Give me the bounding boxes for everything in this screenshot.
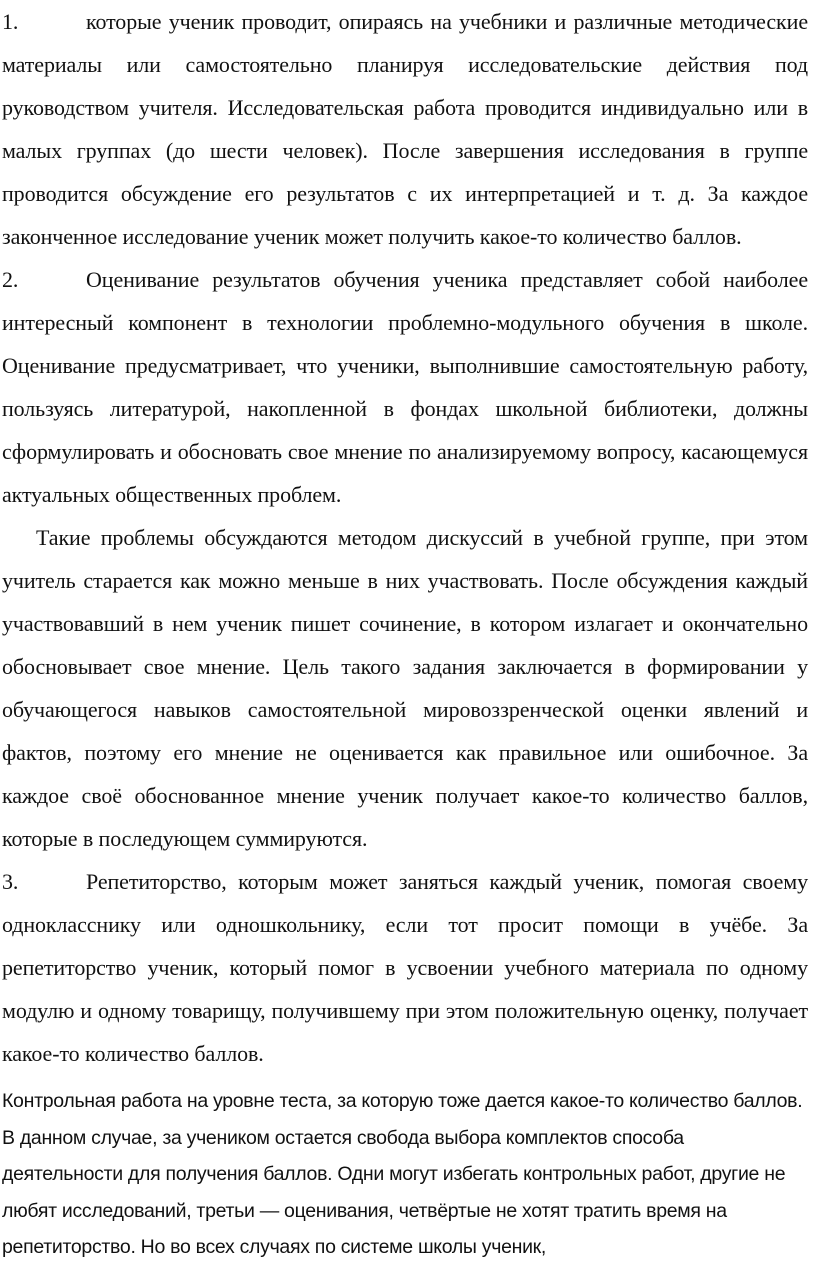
paragraph-final: Контрольная работа на уровне теста, за которую тоже дается какое-то количество баллов. В данном случае, за учеником остается свобода выбора комплектов способа деятельности для получения баллов. Одни могут избегать контрольных работ, другие не любят исследований, третьи — оценивания, четвёртые не хотят тратить время на репетиторство. Но во всех случаях по системе школы ученик,	[2, 1090, 803, 1258]
list-text-1: которые ученик проводит, опираясь на учебники и различные методические материалы или самостоятельно планируя исследовательские действия под руководством учителя. Исследовательская работа проводится индивидуально или в малых группах (до шести человек). После завершения исследования в группе проводится обсуждение его результатов с их интерпретацией и т. д. За каждое законченное исследование ученик может получить какое-то количество баллов.	[2, 9, 808, 249]
list-text-3: Репетиторство, которым может заняться каждый ученик, помогая своему однокласснику или одношкольнику, если тот просит помощи в учёбе. За репетиторство ученик, который помог в усвоении учебного материала по одному модулю и одному товарищу, получившему при этом положительную оценку, получает какое-то количество баллов.	[2, 869, 808, 1066]
list-item-2	[2, 258, 808, 516]
document-body	[2, 0, 808, 1075]
paragraph-discussion: Такие проблемы обсуждаются методом дискуссий в учебной группе, при этом учитель старается как можно меньше в них участвовать. После обсуждения каждый участвовавший в нем ученик пишет сочинение, в котором излагает и окончательно обосновывает свое мнение. Цель такого задания заключается в формировании у обучающегося навыков самостоятельной мировоззренческой оценки явлений и фактов, поэтому его мнение не оценивается как правильное или ошибочное. За каждое своё обоснованное мнение ученик получает какое-то количество баллов, которые в последующем суммируются.	[2, 525, 808, 851]
list-number-3: 3.	[2, 869, 19, 894]
list-item-3	[2, 860, 808, 1075]
list-number-1: 1.	[2, 9, 19, 34]
list-item-1	[2, 0, 808, 258]
list-text-2: Оценивание результатов обучения ученика представляет собой наиболее интересный компонент в технологии проблемно-модульного обучения в школе. Оценивание предусматривает, что ученики, выполнившие самостоятельную работу, пользуясь литературой, накопленной в фондах школьной библиотеки, должны сформулировать и обосновать свое мнение по анализируемому вопросу, касающемуся актуальных общественных проблем.	[2, 267, 808, 507]
list-number-2: 2.	[2, 267, 19, 292]
